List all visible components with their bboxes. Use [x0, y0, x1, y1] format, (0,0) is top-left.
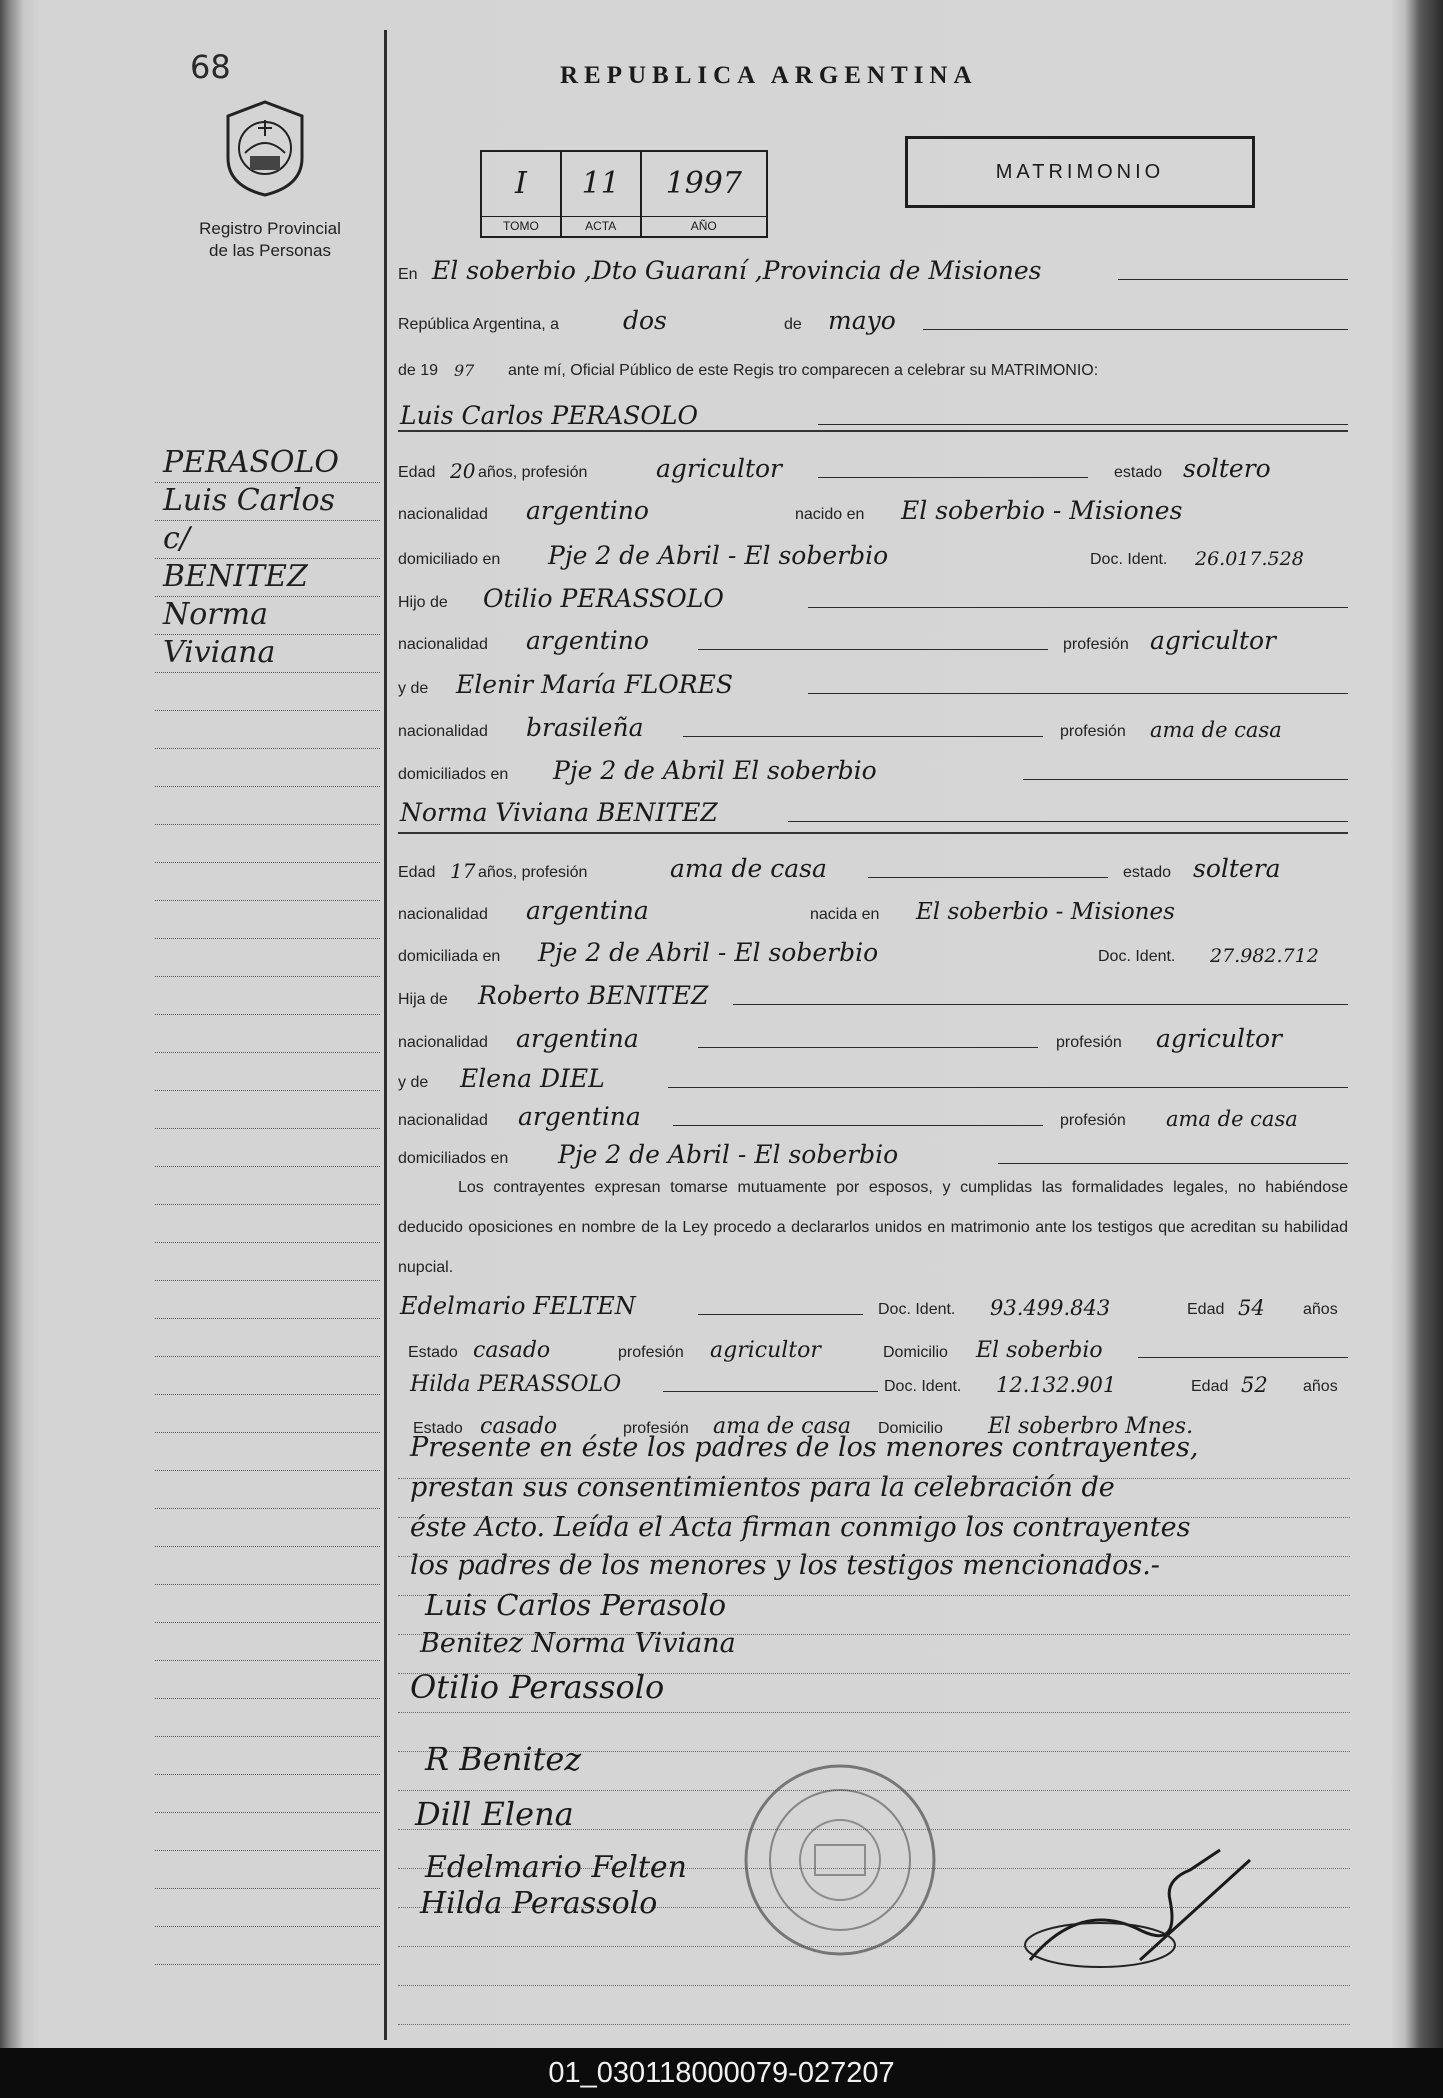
bride-father-nationality: argentina [516, 1024, 639, 1053]
signature: Dill Elena [415, 1795, 574, 1833]
fill-rule [1118, 279, 1348, 280]
fill-rule [818, 477, 1088, 478]
label-estado: Estado [408, 1344, 458, 1361]
bride-age: 17 [450, 859, 476, 883]
margin-row [155, 1699, 380, 1737]
signature: Luis Carlos Perasolo [425, 1588, 727, 1622]
fill-rule [868, 877, 1108, 878]
witness-2-name: Hilda PERASSOLO [410, 1372, 622, 1397]
section-divider [398, 430, 1348, 432]
witness-2-status: casado [480, 1414, 558, 1439]
label-republica: República Argentina, a [398, 316, 559, 333]
signature: Edelmario Felten [425, 1850, 687, 1885]
label-nacionalidad: nacionalidad [398, 506, 488, 523]
bride-birthplace: El soberbio - Misiones [916, 899, 1175, 925]
section-divider [398, 832, 1348, 834]
day-value: dos [623, 306, 667, 335]
label-nacionalidad: nacionalidad [398, 636, 488, 653]
label-y-de: y de [398, 1074, 429, 1091]
month-value: mayo [828, 306, 896, 335]
margin-row [155, 863, 380, 901]
bride-nationality-line [398, 890, 1348, 928]
margin-surname-2: BENITEZ [163, 559, 308, 594]
bride-mother-profession: ama de casa [1166, 1107, 1298, 1131]
declaration-text: Los contrayentes expresan tomarse mutuamente por esposos, y cumplidas las formalidades legales, no habiéndose deducido oposiciones en nombre de la Ley procedo a declararlos unidos en matrimonio ante los testigos que acreditan su habilidad nupcial. [398, 1179, 1348, 1276]
tomo-value: I [514, 166, 527, 201]
bride-mother-line [398, 1058, 1348, 1096]
label-anos: años [1303, 1378, 1338, 1395]
margin-row [155, 1129, 380, 1167]
label-domicilio: domiciliada en [398, 948, 501, 965]
margin-row [155, 1737, 380, 1775]
label-domicilio: domiciliado en [398, 551, 501, 568]
label-nacido: nacido en [795, 506, 865, 523]
witness-1-doc: 93.499.843 [990, 1296, 1111, 1320]
witness-2-line [398, 1362, 1348, 1400]
margin-row [155, 939, 380, 977]
label-doc: Doc. Ident. [878, 1301, 956, 1318]
margin-row [155, 977, 380, 1015]
label-doc: Doc. Ident. [1090, 551, 1168, 568]
label-estado: estado [1123, 864, 1172, 881]
bride-nationality: argentina [526, 896, 649, 925]
country-title: REPUBLICA ARGENTINA [560, 62, 978, 89]
margin-row [155, 1053, 380, 1091]
fill-rule [673, 1125, 1043, 1126]
margin-row [155, 749, 380, 787]
margin-row [155, 1357, 380, 1395]
margin-row [155, 1205, 380, 1243]
groom-name-line [398, 395, 1348, 433]
bride-doc: 27.982.712 [1210, 945, 1319, 967]
groom-mother: Elenir María FLORES [456, 670, 733, 699]
record-type-box: MATRIMONIO [905, 136, 1255, 208]
fill-rule [698, 1047, 1038, 1048]
intro-date-line [398, 300, 1348, 338]
witness-1-age: 54 [1238, 1296, 1265, 1320]
fill-rule [808, 607, 1348, 608]
margin-row [155, 1395, 380, 1433]
margin-divider [384, 30, 387, 2040]
groom-mother-nat-line [398, 707, 1348, 745]
groom-profession: agricultor [656, 454, 783, 483]
groom-nationality: argentino [526, 496, 649, 525]
year-value: 97 [454, 361, 475, 380]
tomo-label: TOMO [482, 216, 560, 236]
margin-row [155, 787, 380, 825]
groom-father: Otilio PERASSOLO [483, 584, 724, 613]
note-line: prestan sus consentimientos para la celebración de [410, 1472, 1115, 1503]
registry-name [170, 218, 370, 262]
bride-status: soltera [1193, 854, 1281, 883]
margin-row [155, 521, 380, 559]
witness-1-line [398, 1285, 1348, 1323]
groom-father-nat-line [398, 620, 1348, 658]
fill-rule [923, 329, 1348, 330]
groom-status: soltero [1183, 454, 1271, 483]
anio-label: AÑO [642, 216, 766, 236]
fill-rule [668, 1087, 1348, 1088]
label-domicilio: Domicilio [883, 1344, 948, 1361]
fill-rule [1023, 779, 1348, 780]
groom-parents-address-line [398, 750, 1348, 788]
margin-row [155, 1243, 380, 1281]
label-nacionalidad: nacionalidad [398, 1112, 488, 1129]
provincial-seal-icon [220, 98, 310, 198]
bride-mother: Elena DIEL [460, 1064, 605, 1093]
margin-conjunction: c/ [163, 521, 190, 556]
margin-given-name-2b: Viviana [163, 635, 276, 670]
bride-address: Pje 2 de Abril - El soberbio [538, 938, 879, 967]
margin-row [155, 1813, 380, 1851]
label-edad: Edad [398, 864, 436, 881]
fill-rule [1138, 1357, 1348, 1358]
margin-row [155, 1433, 380, 1471]
witness-1-profession: agricultor [710, 1338, 821, 1363]
margin-row [155, 1319, 380, 1357]
acta-label: ACTA [562, 216, 640, 236]
anio-value: 1997 [665, 166, 742, 201]
registry-line-2: de las Personas [209, 241, 331, 260]
margin-row [155, 1851, 380, 1889]
margin-row [155, 711, 380, 749]
margin-row [155, 483, 380, 521]
label-doc: Doc. Ident. [1098, 948, 1176, 965]
signature: Benitez Norma Viviana [420, 1628, 736, 1659]
bride-father-profession: agricultor [1156, 1024, 1283, 1053]
margin-row [155, 1015, 380, 1053]
bride-parents-address-line [398, 1134, 1348, 1172]
groom-nationality-line [398, 490, 1348, 528]
groom-mother-line [398, 664, 1348, 702]
fill-rule [683, 736, 1043, 737]
groom-age-line [398, 448, 1348, 486]
note-line: los padres de los menores y los testigos mencionados.- [410, 1550, 1160, 1581]
label-doc: Doc. Ident. [884, 1378, 962, 1395]
fill-rule [788, 821, 1348, 822]
margin-row [155, 1281, 380, 1319]
label-profesion: profesión [1056, 1034, 1122, 1051]
fill-rule [698, 649, 1048, 650]
margin-given-names: Luis Carlos [163, 483, 336, 518]
margin-row [155, 559, 380, 597]
label-estado: estado [1114, 464, 1163, 481]
tomo-cell [482, 152, 562, 236]
bride-profession: ama de casa [670, 854, 827, 883]
official-signature-icon [1020, 1840, 1260, 1990]
fill-rule [808, 693, 1348, 694]
label-domiciliados: domiciliados en [398, 1150, 509, 1167]
label-domiciliados: domiciliados en [398, 766, 509, 783]
witness-1-address: El soberbio [976, 1338, 1103, 1363]
bride-mother-nationality: argentina [518, 1102, 641, 1131]
label-anos: años [1303, 1301, 1338, 1318]
label-nacionalidad: nacionalidad [398, 723, 488, 740]
bride-father-line [398, 975, 1348, 1013]
label-hija: Hija de [398, 991, 448, 1008]
bride-name-line [398, 792, 1348, 830]
label-profesion: profesión [1060, 1112, 1126, 1129]
label-profesion: profesión [623, 1420, 689, 1437]
groom-doc: 26.017.528 [1195, 548, 1304, 570]
mother-nationality: brasileña [526, 713, 644, 742]
father-profession: agricultor [1150, 626, 1277, 655]
intro-year-line [398, 346, 1348, 384]
bride-name: Norma Viviana BENITEZ [400, 798, 718, 827]
margin-row [155, 1547, 380, 1585]
label-estado: Estado [413, 1420, 463, 1437]
fill-rule [698, 1314, 863, 1315]
label-profesion: años, profesión [478, 864, 588, 881]
margin-row [155, 1661, 380, 1699]
page-number: 68 [190, 48, 231, 86]
intro-place-line [398, 250, 1348, 288]
label-en: En [398, 266, 418, 283]
witness-2-age: 52 [1241, 1373, 1268, 1397]
groom-age: 20 [450, 459, 476, 483]
margin-row [155, 445, 380, 483]
margin-row [155, 1889, 380, 1927]
parents-address: Pje 2 de Abril El soberbio [553, 756, 877, 785]
margin-row [155, 597, 380, 635]
margin-given-name-2a: Norma [163, 597, 268, 632]
place-value: El soberbio ,Dto Guaraní ,Provincia de Misiones [432, 256, 1042, 285]
label-profesion: profesión [1060, 723, 1126, 740]
image-id-footer: 01_030118000079-027207 [0, 2048, 1443, 2098]
mother-profession: ama de casa [1150, 718, 1282, 742]
label-edad: Edad [1187, 1301, 1225, 1318]
label-edad: Edad [398, 464, 436, 481]
bride-address-line [398, 932, 1348, 970]
margin-row [155, 1091, 380, 1129]
acta-value: 11 [581, 166, 620, 201]
label-nacida: nacida en [810, 906, 880, 923]
margin-row [155, 1509, 380, 1547]
fill-rule [998, 1163, 1348, 1164]
acta-cell [562, 152, 642, 236]
bride-father-nat-line [398, 1018, 1348, 1056]
witness-1-details-line [398, 1328, 1348, 1366]
margin-row [155, 825, 380, 863]
note-line: éste Acto. Leída el Acta firman conmigo los contrayentes [410, 1512, 1191, 1543]
signature: Hilda Perassolo [420, 1886, 658, 1921]
fill-rule [818, 424, 1348, 425]
margin-row [155, 1927, 380, 1965]
margin-row [155, 635, 380, 673]
witness-1-status: casado [473, 1338, 551, 1363]
label-profesion: años, profesión [478, 464, 588, 481]
margin-row [155, 1585, 380, 1623]
label-y-de: y de [398, 680, 429, 697]
margin-surname: PERASOLO [163, 445, 340, 480]
groom-name: Luis Carlos PERASOLO [400, 401, 698, 430]
fill-rule [663, 1391, 878, 1392]
witness-2-address: El soberbro Mnes. [988, 1414, 1194, 1439]
bride-age-line [398, 848, 1348, 886]
bride-mother-nat-line [398, 1096, 1348, 1134]
witness-2-profession: ama de casa [713, 1414, 852, 1439]
label-nacionalidad: nacionalidad [398, 1034, 488, 1051]
signature: Otilio Perassolo [410, 1668, 665, 1706]
groom-address: Pje 2 de Abril - El soberbio [548, 541, 889, 570]
record-number-box [480, 150, 768, 238]
label-edad: Edad [1191, 1378, 1229, 1395]
witness-2-doc: 12.132.901 [996, 1373, 1117, 1397]
groom-birthplace: El soberbio - Misiones [901, 496, 1183, 525]
label-nacionalidad: nacionalidad [398, 906, 488, 923]
label-year-prefix: de 19 [398, 362, 439, 379]
signature: R Benitez [425, 1740, 582, 1778]
groom-address-line [398, 535, 1348, 573]
margin-column [155, 445, 380, 1965]
label-profesion: profesión [1063, 636, 1129, 653]
label-profesion: profesión [618, 1344, 684, 1361]
margin-row [155, 1775, 380, 1813]
margin-row [155, 1167, 380, 1205]
margin-row [155, 1471, 380, 1509]
margin-row [155, 1623, 380, 1661]
witness-1-name: Edelmario FELTEN [400, 1292, 636, 1320]
fill-rule [733, 1004, 1348, 1005]
anio-cell [642, 152, 766, 236]
registry-line-1: Registro Provincial [199, 219, 341, 238]
label-domicilio: Domicilio [878, 1420, 943, 1437]
father-nationality: argentino [526, 626, 649, 655]
margin-row [155, 673, 380, 711]
note-line: Presente en éste los padres de los menores contrayentes, [410, 1432, 1199, 1463]
label-de: de [784, 316, 802, 333]
label-hijo: Hijo de [398, 594, 448, 611]
bride-father: Roberto BENITEZ [478, 981, 709, 1010]
bride-parents-address: Pje 2 de Abril - El soberbio [558, 1140, 899, 1169]
statement-text: ante mí, Oficial Público de este Regis tro comparecen a celebrar su MATRIMONIO: [508, 362, 1099, 379]
margin-row [155, 901, 380, 939]
official-stamp-icon [740, 1760, 940, 1960]
groom-father-line [398, 578, 1348, 616]
